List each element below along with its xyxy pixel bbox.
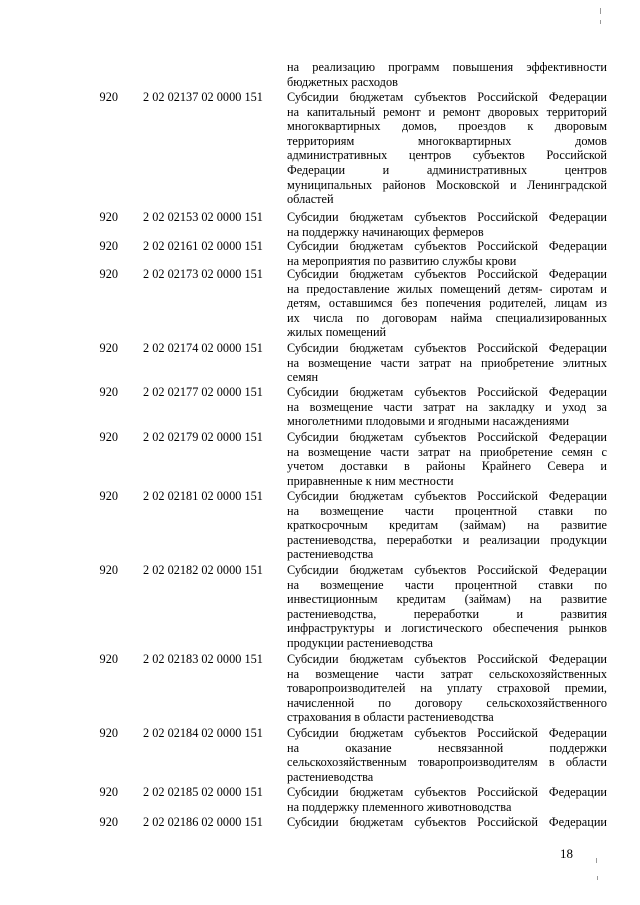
- row-description: [287, 563, 607, 651]
- text-line: на реализацию программ повышения эффективности: [287, 60, 607, 74]
- text-line: на капитальный ремонт и ремонт дворовых территорий: [287, 104, 607, 119]
- text-line: инвестиционным кредитам (займам) на развитие: [287, 592, 607, 607]
- admin-code: 920: [99, 267, 118, 281]
- budget-class-code: 2 02 02185 02 0000 151: [143, 785, 263, 799]
- text-line: растениеводства, переработки и реализации продукции: [287, 532, 607, 547]
- scan-speck: [596, 858, 597, 863]
- text-line: на поддержку начинающих фермеров: [287, 224, 484, 239]
- text-line: областей: [287, 192, 334, 207]
- text-line: товаропроизводителей на уплату страховой премии,: [287, 681, 607, 696]
- admin-code: 920: [99, 385, 118, 399]
- admin-code: 920: [99, 341, 118, 355]
- row-description: [287, 430, 607, 488]
- text-line: на возмещение части процентной ставки по: [287, 503, 607, 518]
- budget-class-code: 2 02 02183 02 0000 151: [143, 652, 263, 666]
- budget-class-code: 2 02 02173 02 0000 151: [143, 267, 263, 281]
- row-description: [287, 239, 607, 268]
- scan-speck: [600, 8, 601, 14]
- text-line: на возмещение части затрат сельскохозяйственных: [287, 666, 607, 681]
- budget-class-code: 2 02 02177 02 0000 151: [143, 385, 263, 399]
- text-line: семян: [287, 370, 319, 385]
- text-line: многоквартирных домов, проездов к дворовым: [287, 119, 607, 134]
- budget-class-code: 2 02 02181 02 0000 151: [143, 489, 263, 503]
- text-line: Субсидии бюджетам субъектов Российской Федерации: [287, 785, 607, 799]
- budget-class-code: 2 02 02182 02 0000 151: [143, 563, 263, 577]
- text-line: Субсидии бюджетам субъектов Российской Федерации: [287, 652, 607, 666]
- text-line: начисленной по договору сельскохозяйственного: [287, 695, 607, 710]
- admin-code: 920: [99, 726, 118, 740]
- budget-class-code: 2 02 02179 02 0000 151: [143, 430, 263, 444]
- row-description: [287, 489, 607, 562]
- scan-speck: [597, 876, 598, 880]
- text-line: Субсидии бюджетам субъектов Российской Федерации: [287, 563, 607, 577]
- text-line: Субсидии бюджетам субъектов Российской Федерации: [287, 489, 607, 503]
- row-description: [287, 652, 607, 725]
- text-line: административных центров субъектов Российской: [287, 148, 607, 163]
- text-line: страхования в области растениеводства: [287, 710, 494, 725]
- text-line: растениеводства, переработки и развития: [287, 606, 607, 621]
- text-line: их числа по договорам найма специализированных: [287, 310, 607, 325]
- text-line: приравненные к ним местности: [287, 473, 454, 488]
- admin-code: 920: [99, 489, 118, 503]
- text-line: муниципальных районов Московской и Ленинградской: [287, 177, 607, 192]
- text-line: на возмещение части затрат на приобретение семян с: [287, 444, 607, 459]
- text-line: Субсидии бюджетам субъектов Российской Федерации: [287, 90, 607, 104]
- budget-class-code: 2 02 02174 02 0000 151: [143, 341, 263, 355]
- row-description: [287, 267, 607, 340]
- text-line: растениеводства: [287, 769, 374, 784]
- admin-code: 920: [99, 90, 118, 104]
- text-line: Субсидии бюджетам субъектов Российской Федерации: [287, 267, 607, 281]
- text-line: детям, оставшимся без попечения родителей, лицам из: [287, 296, 607, 311]
- text-line: бюджетных расходов: [287, 74, 398, 89]
- row-description: [287, 785, 607, 814]
- text-line: на возмещение части затрат на приобретение элитных: [287, 355, 607, 370]
- text-line: многолетними плодовыми и ягодными насаждениями: [287, 414, 570, 429]
- text-line: Субсидии бюджетам субъектов Российской Федерации: [287, 726, 607, 740]
- text-line: на предоставление жилых помещений детям- сиротам и: [287, 281, 607, 296]
- text-line: на поддержку племенного животноводства: [287, 799, 512, 814]
- row-description: [287, 341, 607, 385]
- row-description: [287, 90, 607, 207]
- text-line: Субсидии бюджетам субъектов Российской Федерации: [287, 239, 607, 253]
- admin-code: 920: [99, 563, 118, 577]
- text-line: жилых помещений: [287, 325, 387, 340]
- budget-class-code: 2 02 02161 02 0000 151: [143, 239, 263, 253]
- text-line: инфраструктуры и логистического обеспечения рынков: [287, 621, 607, 636]
- scan-speck: [600, 20, 601, 24]
- row-description: [287, 815, 607, 830]
- text-line: учетом доставки в районы Крайнего Севера и: [287, 459, 607, 474]
- row-description: [287, 726, 607, 784]
- text-line: сельскохозяйственным товаропроизводителям в области: [287, 755, 607, 770]
- text-line: Субсидии бюджетам субъектов Российской Федерации: [287, 815, 607, 829]
- text-line: Федерации и административных центров: [287, 162, 607, 177]
- text-line: на возмещение части затрат на закладку и уход за: [287, 399, 607, 414]
- continuation-text: [287, 60, 607, 89]
- text-line: Субсидии бюджетам субъектов Российской Федерации: [287, 341, 607, 355]
- budget-class-code: 2 02 02186 02 0000 151: [143, 815, 263, 829]
- text-line: Субсидии бюджетам субъектов Российской Федерации: [287, 430, 607, 444]
- admin-code: 920: [99, 430, 118, 444]
- budget-class-code: 2 02 02153 02 0000 151: [143, 210, 263, 224]
- admin-code: 920: [99, 210, 118, 224]
- text-line: на мероприятия по развитию службы крови: [287, 253, 517, 268]
- text-line: растениеводства: [287, 547, 374, 562]
- text-line: продукции растениеводства: [287, 635, 433, 650]
- text-line: Субсидии бюджетам субъектов Российской Федерации: [287, 210, 607, 224]
- text-line: на возмещение части процентной ставки по: [287, 577, 607, 592]
- admin-code: 920: [99, 785, 118, 799]
- row-description: [287, 385, 607, 429]
- text-line: краткосрочным кредитам (займам) на развитие: [287, 518, 607, 533]
- text-line: территориям многоквартирных домов: [287, 133, 607, 148]
- budget-class-code: 2 02 02184 02 0000 151: [143, 726, 263, 740]
- page-number: 18: [560, 846, 573, 861]
- admin-code: 920: [99, 239, 118, 253]
- budget-class-code: 2 02 02137 02 0000 151: [143, 90, 263, 104]
- admin-code: 920: [99, 652, 118, 666]
- row-description: [287, 210, 607, 239]
- text-line: на оказание несвязанной поддержки: [287, 740, 607, 755]
- admin-code: 920: [99, 815, 118, 829]
- text-line: Субсидии бюджетам субъектов Российской Федерации: [287, 385, 607, 399]
